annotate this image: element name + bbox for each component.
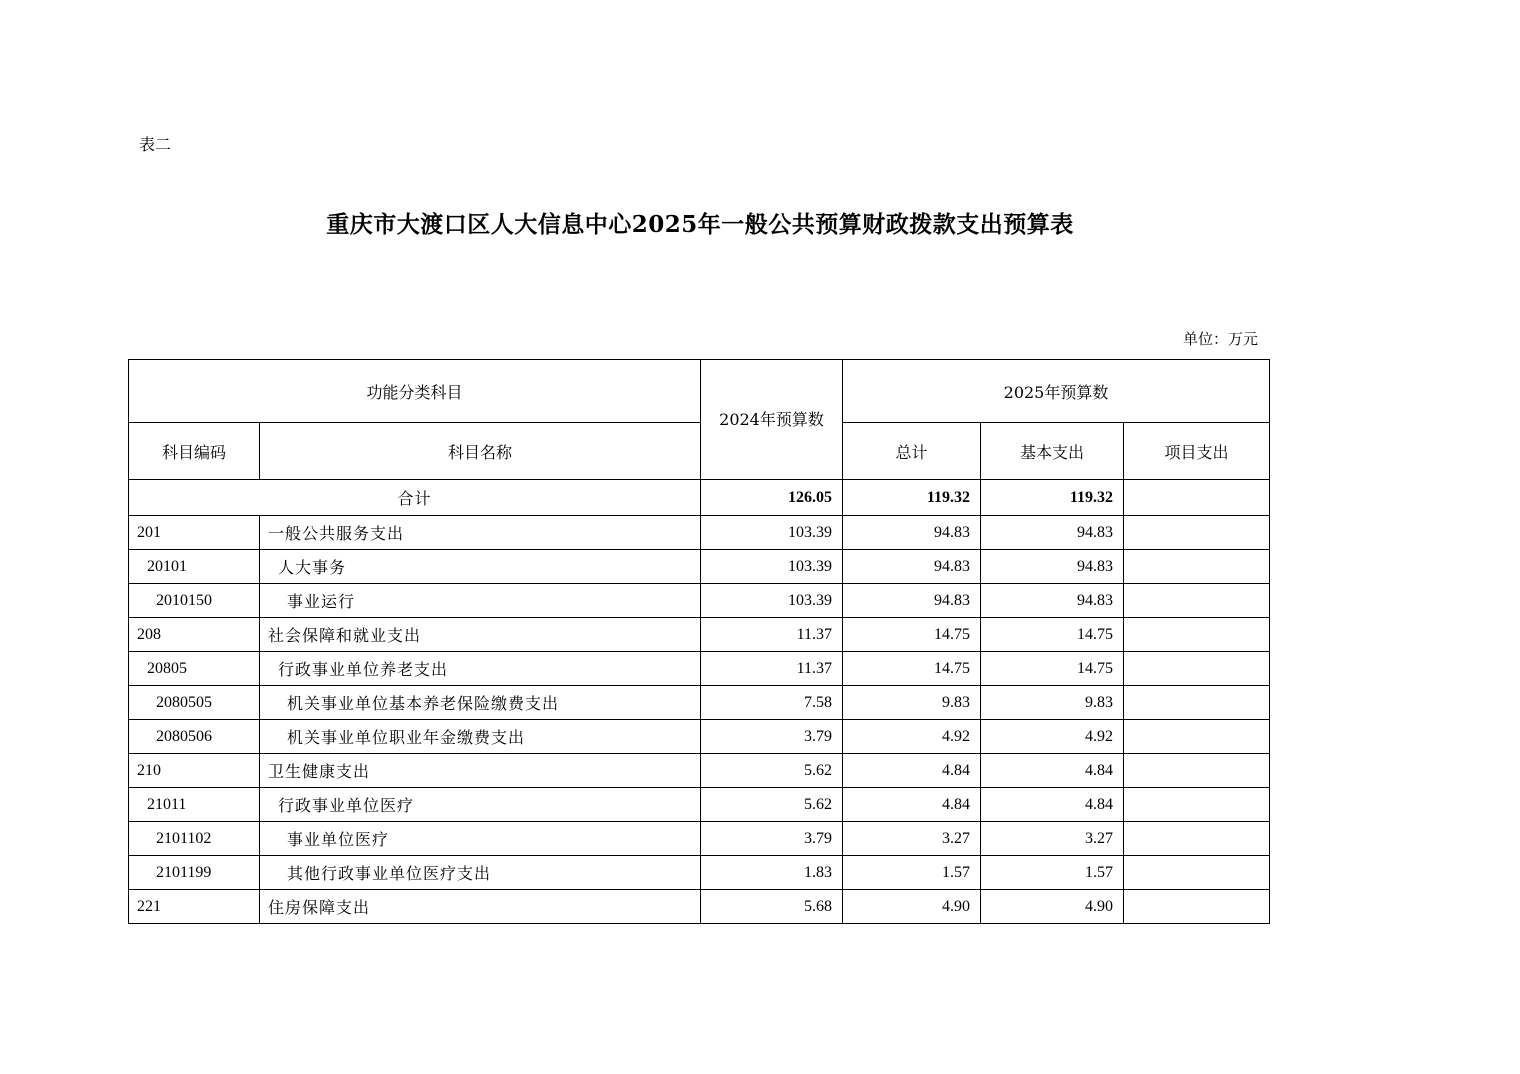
row-project	[1124, 754, 1270, 788]
row-basic: 4.90	[981, 890, 1124, 924]
row-name: 机关事业单位基本养老保险缴费支出	[260, 686, 701, 720]
row-prev: 7.58	[701, 686, 843, 720]
row-project	[1124, 686, 1270, 720]
row-basic: 3.27	[981, 822, 1124, 856]
table-label: 表二	[139, 135, 172, 154]
row-code: 2080506	[129, 720, 260, 754]
row-prev: 5.62	[701, 754, 843, 788]
row-code: 2010150	[129, 584, 260, 618]
row-name: 卫生健康支出	[260, 754, 701, 788]
row-total: 94.83	[843, 550, 981, 584]
row-code: 2101199	[129, 856, 260, 890]
table-row	[129, 788, 1270, 822]
table-row	[129, 652, 1270, 686]
row-prev: 11.37	[701, 652, 843, 686]
row-project	[1124, 890, 1270, 924]
row-basic: 4.84	[981, 788, 1124, 822]
row-total: 94.83	[843, 584, 981, 618]
table-row	[129, 686, 1270, 720]
row-total: 4.84	[843, 788, 981, 822]
row-project	[1124, 652, 1270, 686]
row-project	[1124, 584, 1270, 618]
row-name: 事业运行	[260, 584, 701, 618]
row-project	[1124, 822, 1270, 856]
header-code: 科目编码	[129, 423, 260, 480]
row-name: 其他行政事业单位医疗支出	[260, 856, 701, 890]
row-name: 人大事务	[260, 550, 701, 584]
row-prev: 1.83	[701, 856, 843, 890]
row-project	[1124, 550, 1270, 584]
header-prev-budget	[701, 360, 843, 480]
row-prev: 5.62	[701, 788, 843, 822]
row-name: 机关事业单位职业年金缴费支出	[260, 720, 701, 754]
row-prev: 3.79	[701, 720, 843, 754]
header-row-2	[129, 423, 1270, 480]
row-code: 20101	[129, 550, 260, 584]
total-total: 119.32	[843, 480, 981, 516]
row-total: 4.90	[843, 890, 981, 924]
document-title: 重庆市大渡口区人大信息中心2025年一般公共预算财政拨款支出预算表	[326, 211, 1074, 238]
row-project	[1124, 788, 1270, 822]
row-prev: 3.79	[701, 822, 843, 856]
table-row	[129, 618, 1270, 652]
table-row	[129, 720, 1270, 754]
table-row	[129, 550, 1270, 584]
table-row	[129, 822, 1270, 856]
row-name: 一般公共服务支出	[260, 516, 701, 550]
header-project: 项目支出	[1124, 423, 1270, 480]
row-prev: 103.39	[701, 516, 843, 550]
total-basic: 119.32	[981, 480, 1124, 516]
header-func-class: 功能分类科目	[129, 360, 701, 423]
row-basic: 94.83	[981, 584, 1124, 618]
row-basic: 4.92	[981, 720, 1124, 754]
row-basic: 9.83	[981, 686, 1124, 720]
row-total: 4.92	[843, 720, 981, 754]
header-cur-budget: 2025年预算数	[843, 360, 1270, 423]
row-name: 住房保障支出	[260, 890, 701, 924]
row-total: 4.84	[843, 754, 981, 788]
row-code: 221	[129, 890, 260, 924]
unit-label: 单位：万元	[1182, 330, 1258, 348]
row-basic: 14.75	[981, 618, 1124, 652]
row-project	[1124, 856, 1270, 890]
header-total: 总计	[843, 423, 981, 480]
total-prev: 126.05	[701, 480, 843, 516]
row-name: 事业单位医疗	[260, 822, 701, 856]
row-basic: 1.57	[981, 856, 1124, 890]
total-row	[129, 480, 1270, 516]
row-project	[1124, 516, 1270, 550]
row-prev: 11.37	[701, 618, 843, 652]
row-basic: 94.83	[981, 550, 1124, 584]
header-row-1	[129, 360, 1270, 423]
row-total: 1.57	[843, 856, 981, 890]
row-prev: 103.39	[701, 550, 843, 584]
row-basic: 4.84	[981, 754, 1124, 788]
row-total: 94.83	[843, 516, 981, 550]
row-total: 9.83	[843, 686, 981, 720]
row-total: 14.75	[843, 618, 981, 652]
table-row	[129, 584, 1270, 618]
row-code: 2101102	[129, 822, 260, 856]
row-code: 210	[129, 754, 260, 788]
row-code: 20805	[129, 652, 260, 686]
row-name: 社会保障和就业支出	[260, 618, 701, 652]
table-row	[129, 516, 1270, 550]
row-prev: 5.68	[701, 890, 843, 924]
row-code: 2080505	[129, 686, 260, 720]
row-code: 201	[129, 516, 260, 550]
row-code: 21011	[129, 788, 260, 822]
row-basic: 94.83	[981, 516, 1124, 550]
row-total: 14.75	[843, 652, 981, 686]
row-project	[1124, 720, 1270, 754]
total-project	[1124, 480, 1270, 516]
header-prev-budget-text: 2024年预算数	[719, 410, 824, 429]
table-row	[129, 754, 1270, 788]
table-row	[129, 890, 1270, 924]
header-name: 科目名称	[260, 423, 701, 480]
row-name: 行政事业单位医疗	[260, 788, 701, 822]
row-prev: 103.39	[701, 584, 843, 618]
row-project	[1124, 618, 1270, 652]
total-label: 合计	[129, 480, 701, 516]
row-total: 3.27	[843, 822, 981, 856]
header-basic: 基本支出	[981, 423, 1124, 480]
budget-table	[128, 359, 1270, 924]
row-code: 208	[129, 618, 260, 652]
table-row	[129, 856, 1270, 890]
row-name: 行政事业单位养老支出	[260, 652, 701, 686]
row-basic: 14.75	[981, 652, 1124, 686]
